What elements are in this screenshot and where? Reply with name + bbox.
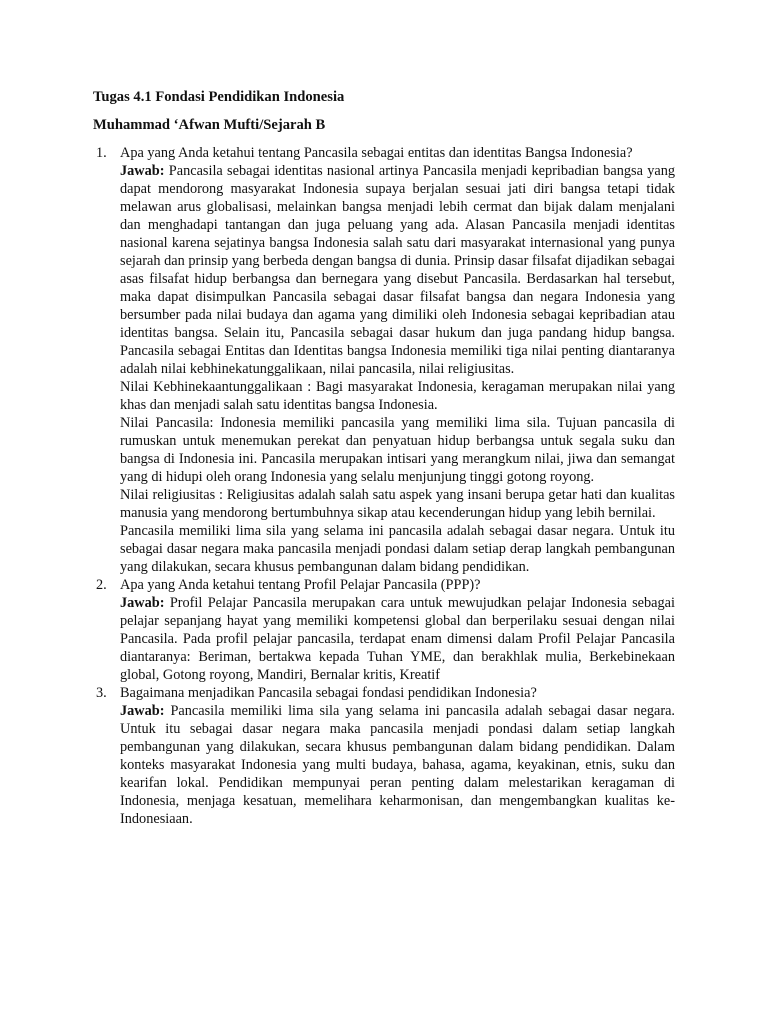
question-item-2 (93, 576, 675, 684)
document-title: Tugas 4.1 Fondasi Pendidikan Indonesia (93, 89, 345, 105)
jawab-label: Jawab: (120, 163, 165, 179)
question-number: 3. (96, 685, 107, 701)
question-number: 2. (96, 577, 107, 593)
answer-text: Pancasila memiliki lima sila yang selama ini pancasila adalah sebagai dasar negara. Untuk itu sebagai dasar negara maka pancasila menjadi pondasi dalam setiap langkah pembangunan yang dilakukan, secara khusus pembangunan dalam bidang pendidikan. Dalam konteks masyarakat Indonesia yang multi budaya, bahasa, agama, keyakinan, etnis, suku dan kearifan lokal. Pendidikan mempunyai peran penting dalam melestarikan keragaman di Indonesia, menjaga kesatuan, memelihara keharmonisan, dan mengembangkan kualitas ke- Indonesiaan. (120, 703, 676, 827)
value-paragraph-pancasila: Nilai Pancasila: Indonesia memiliki pancasila yang memiliki lima sila. Tujuan pancasila di rumuskan untuk menemukan perekat dan penyatuan hidup berbangsa untuk segala suku dan bangsa di Indonesia ini. Pancasila merupakan intisari yang merangkum nilai, jiwa dan semangat yang di hidupi oleh orang Indonesia yang selalu menjunjung tinggi gotong royong. (120, 415, 675, 485)
answer-paragraph (120, 702, 675, 828)
answer-paragraph (120, 594, 675, 684)
answer-text: Profil Pelajar Pancasila merupakan cara untuk mewujudkan pelajar Indonesia sebagai pelajar sepanjang hayat yang memiliki kompetensi global dan berperilaku sesuai dengan nilai Pancasila. Pada profil pelajar pancasila, terdapat enam dimensi dalam Profil Pelajar Pancasila diantaranya: Beriman, bertakwa kepada Tuhan YME, dan berakhlak mulia, Berkebinekaan global, Gotong royong, Mandiri, Bernalar kritis, Kreatif (120, 595, 675, 683)
question-item-1 (93, 144, 675, 576)
closing-paragraph: Pancasila memiliki lima sila yang selama ini pancasila adalah sebagai dasar negara. Untuk itu sebagai dasar negara maka pancasila menjadi pondasi dalam setiap derap langkah pembangunan yang dilakukan, secara khusus pembangunan dalam bidang pendidikan. (120, 523, 675, 575)
question-text: Apa yang Anda ketahui tentang Profil Pelajar Pancasila (PPP)? (120, 577, 481, 593)
jawab-label: Jawab: (120, 595, 165, 611)
question-list (93, 144, 675, 828)
value-paragraph-kebhinekaan: Nilai Kebhinekaantunggalikaan : Bagi masyarakat Indonesia, keragaman merupakan nilai yang khas dan menjadi salah satu identitas bangsa Indonesia. (120, 379, 675, 413)
question-text: Apa yang Anda ketahui tentang Pancasila sebagai entitas dan identitas Bangsa Indonesia? (120, 145, 633, 161)
answer-paragraph (120, 162, 675, 378)
question-number: 1. (96, 145, 107, 161)
question-text: Bagaimana menjadikan Pancasila sebagai fondasi pendidikan Indonesia? (120, 685, 537, 701)
author-line: Muhammad ‘Afwan Mufti/Sejarah B (93, 117, 326, 133)
answer-text: Pancasila sebagai identitas nasional artinya Pancasila menjadi kepribadian bangsa yang dapat mendorong masyarakat Indonesia supaya berjalan sesuai jati diri bangsa tetapi tidak melawan arus globalisasi, melainkan bangsa menjadi lebih cermat dan bijak dalam menjalani dan menghadapi tantangan dan juga peluang yang ada. Alasan Pancasila menjadi identitas nasional karena sejatinya bangsa Indonesia salah satu dari masyarakat internasional yang punya sejarah dan prinsip yang berbeda dengan bangsa di dunia. Prinsip dasar filsafat dijadikan sebagai asas filsafat hidup berbangsa dan bernegara yang disebut Pancasila. Berdasarkan hal tersebut, maka dapat disimpulkan Pancasila sebagai dasar filsafat bangsa dan negara Indonesia yang bersumber pada nilai budaya dan agama yang dimiliki oleh Indonesia sebagai kepribadian atau identitas bangsa. Selain itu, Pancasila sebagai dasar hukum dan juga pandang hidup bangsa. Pancasila sebagai Entitas dan Identitas bangsa Indonesia memiliki tiga nilai penting diantaranya adalah nilai kebhinekatunggalikaan, nilai pancasila, nilai religiusitas. (120, 163, 676, 377)
question-item-3 (93, 684, 675, 828)
jawab-label: Jawab: (120, 703, 165, 719)
value-paragraph-religiusitas: Nilai religiusitas : Religiusitas adalah salah satu aspek yang insani berupa getar hati dan kualitas manusia yang mendorong bertumbuhnya sikap atau kecenderungan hidup yang lebih bernilai. (120, 487, 675, 521)
